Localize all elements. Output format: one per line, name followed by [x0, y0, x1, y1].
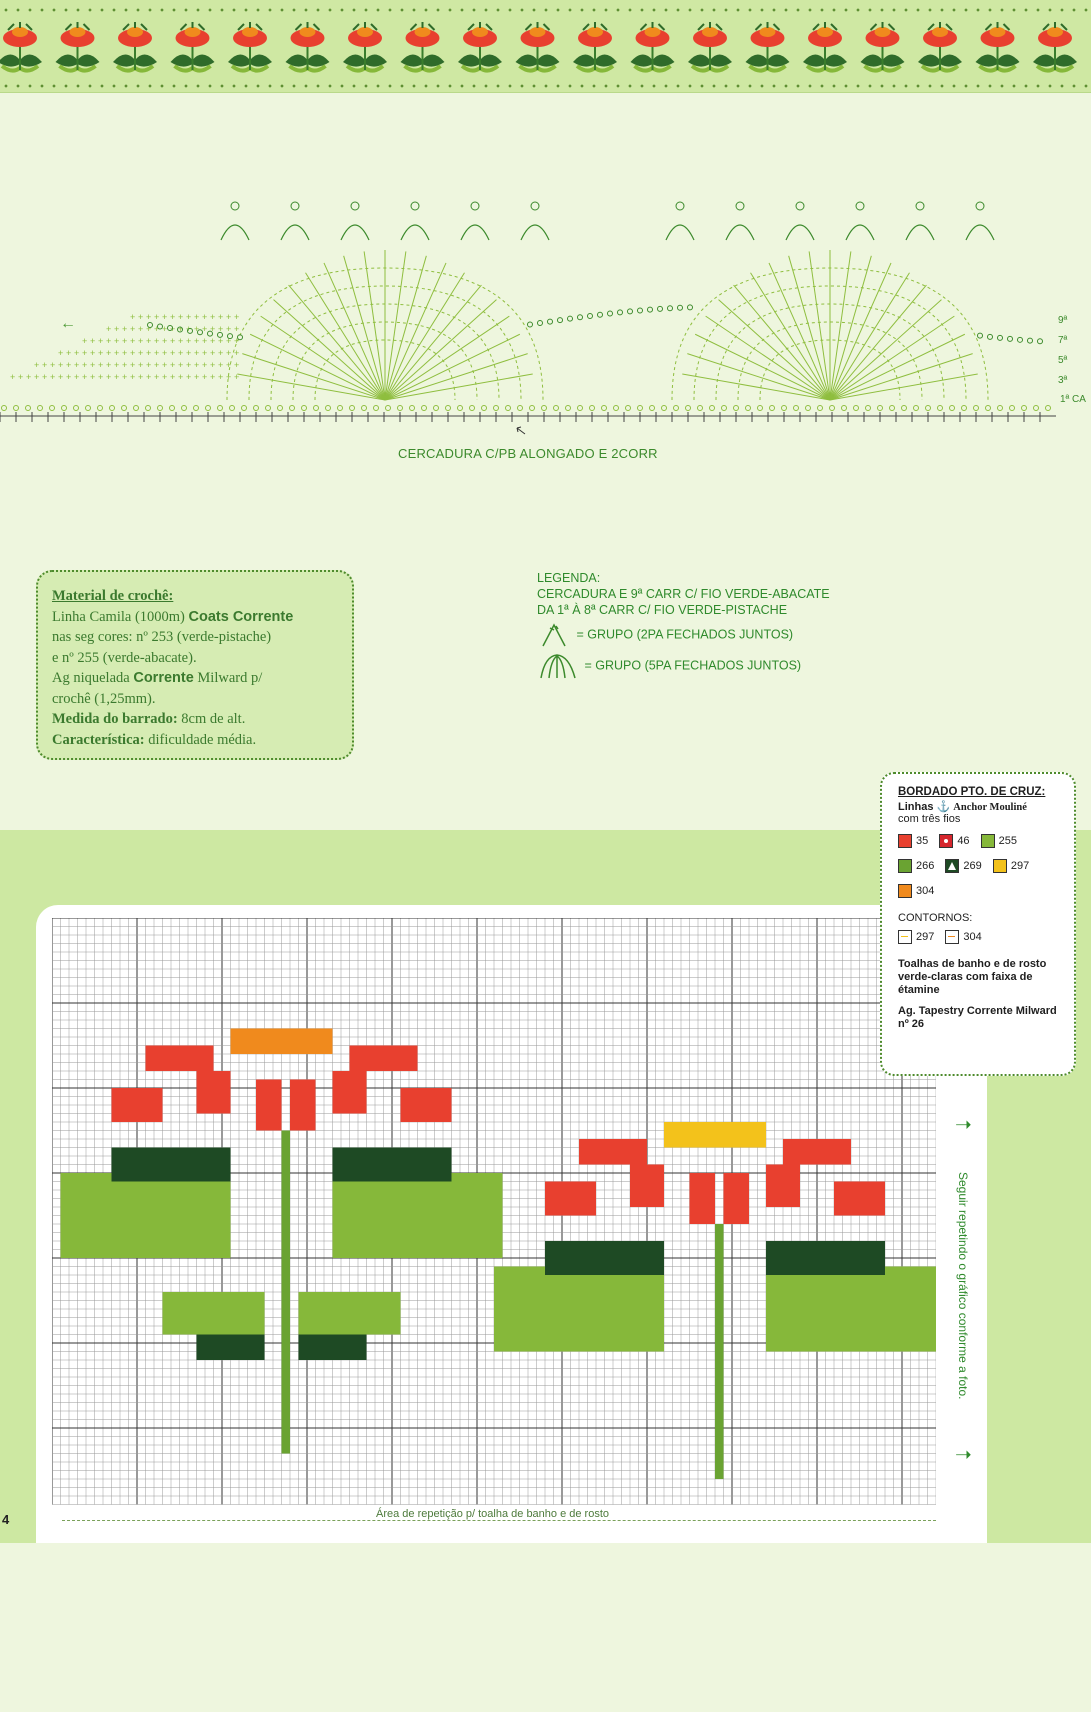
swatch-269: [945, 859, 959, 873]
border-flower: [516, 22, 560, 71]
leaf-edge: [766, 1241, 885, 1275]
svg-text:+: +: [202, 372, 208, 382]
contour-code-297: 297: [916, 930, 935, 943]
svg-text:+: +: [210, 372, 216, 382]
svg-text:+: +: [218, 360, 224, 370]
repeat-area-line: [62, 1520, 936, 1521]
svg-text:+: +: [226, 324, 232, 334]
stem: [715, 1224, 724, 1479]
svg-text:+: +: [154, 336, 160, 346]
contour-swatch-297: [898, 930, 912, 944]
svg-text:+: +: [170, 324, 176, 334]
flower-center: [664, 1122, 766, 1148]
border-flower: [861, 22, 905, 71]
contour-code-304: 304: [963, 930, 982, 943]
svg-text:+: +: [194, 360, 200, 370]
legend-line1: CERCADURA E 9ª CARR C/ FIO VERDE-ABACATE: [537, 587, 830, 601]
svg-text:+: +: [170, 336, 176, 346]
svg-text:+: +: [74, 360, 80, 370]
petal: [630, 1165, 664, 1208]
swatch-304: [898, 884, 912, 898]
svg-text:+: +: [106, 348, 112, 358]
svg-text:+: +: [210, 360, 216, 370]
svg-text:+: +: [194, 312, 200, 322]
svg-text:+: +: [186, 324, 192, 334]
svg-text:+: +: [218, 372, 224, 382]
svg-text:+: +: [18, 372, 24, 382]
svg-text:+: +: [50, 372, 56, 382]
svg-text:+: +: [114, 360, 120, 370]
leaf: [61, 1173, 231, 1258]
svg-text:+: +: [66, 372, 72, 382]
swatch-266: [898, 859, 912, 873]
svg-text:+: +: [226, 312, 232, 322]
petal: [783, 1139, 851, 1165]
svg-text:+: +: [82, 360, 88, 370]
legend-title: LEGENDA:: [537, 571, 601, 585]
svg-text:+: +: [162, 372, 168, 382]
svg-text:+: +: [186, 336, 192, 346]
svg-text:+: +: [146, 372, 152, 382]
svg-text:+: +: [90, 336, 96, 346]
svg-text:+: +: [122, 360, 128, 370]
svg-text:+: +: [114, 348, 120, 358]
svg-text:+: +: [106, 336, 112, 346]
svg-text:+: +: [98, 348, 104, 358]
fabric-note: Toalhas de banho e de rosto verde-claras com faixa de étamine: [898, 958, 1047, 996]
svg-text:+: +: [42, 372, 48, 382]
svg-text:+: +: [58, 372, 64, 382]
svg-text:+: +: [58, 348, 64, 358]
svg-text:+: +: [202, 348, 208, 358]
diagram-caption: CERCADURA C/PB ALONGADO E 2CORR: [398, 446, 658, 461]
petal: [724, 1173, 750, 1224]
threads-brand: Anchor Mouliné: [953, 802, 1027, 813]
border-flower: [343, 22, 387, 71]
svg-text:+: +: [178, 312, 184, 322]
svg-text:+: +: [42, 360, 48, 370]
two-dc-group-icon: [537, 622, 573, 648]
svg-text:+: +: [178, 360, 184, 370]
svg-text:+: +: [98, 336, 104, 346]
stem: [282, 1131, 291, 1454]
border-flower: [228, 22, 272, 71]
petal: [256, 1080, 282, 1131]
svg-text:+: +: [114, 372, 120, 382]
row-label-9: 9ª: [1058, 315, 1068, 326]
svg-text:+: +: [122, 336, 128, 346]
dot-row-top: [0, 8, 1091, 12]
legend: [537, 570, 897, 680]
svg-text:+: +: [58, 360, 64, 370]
svg-text:+: +: [186, 372, 192, 382]
crochet-diagram: [0, 150, 1091, 440]
border-flower: [56, 22, 100, 71]
petal: [112, 1088, 163, 1122]
svg-text:+: +: [98, 360, 104, 370]
svg-text:+: +: [146, 348, 152, 358]
border-flower: [746, 22, 790, 71]
code-35: 35: [916, 834, 929, 847]
svg-text:+: +: [34, 360, 40, 370]
crochet-scallop: [666, 202, 994, 400]
leaf-edge: [299, 1335, 367, 1361]
border-flower: [976, 22, 1020, 71]
petal: [333, 1071, 367, 1114]
leaf-edge: [197, 1335, 265, 1361]
border-flower: [458, 22, 502, 71]
svg-text:+: +: [90, 372, 96, 382]
anchor-icon: ⚓: [936, 801, 951, 813]
petal: [690, 1173, 716, 1224]
svg-text:+: +: [74, 372, 80, 382]
dot-row-bottom: [0, 84, 1091, 88]
svg-text:+: +: [154, 348, 160, 358]
material-line4b: Milward p/: [193, 670, 263, 686]
svg-text:+: +: [178, 348, 184, 358]
material-line3: e nº 255 (verde-abacate).: [52, 649, 197, 666]
svg-text:+: +: [138, 324, 144, 334]
leaf: [494, 1267, 664, 1352]
material-brand2: Corrente: [133, 670, 194, 686]
border-flower: [286, 22, 330, 71]
measure-value: 8cm de alt.: [177, 711, 246, 727]
svg-text:+: +: [194, 372, 200, 382]
svg-text:+: +: [146, 360, 152, 370]
svg-text:+: +: [90, 360, 96, 370]
petal: [197, 1071, 231, 1114]
border-flower: [401, 22, 445, 71]
svg-text:+: +: [122, 348, 128, 358]
svg-text:+: +: [154, 324, 160, 334]
row-label-3: 3ª: [1058, 375, 1068, 386]
svg-text:+: +: [10, 372, 16, 382]
code-269: 269: [963, 859, 982, 872]
code-297: 297: [1010, 859, 1030, 872]
svg-text:+: +: [170, 312, 176, 322]
flower-border-band: [0, 0, 1091, 93]
svg-text:+: +: [130, 336, 136, 346]
svg-text:+: +: [130, 312, 136, 322]
border-flower: [113, 22, 157, 71]
svg-text:+: +: [186, 312, 192, 322]
svg-text:+: +: [74, 348, 80, 358]
five-dc-group-icon: [537, 652, 581, 680]
contour-swatch-304: [945, 930, 959, 944]
svg-text:+: +: [26, 372, 32, 382]
svg-text:+: +: [226, 360, 232, 370]
petal: [545, 1182, 596, 1216]
svg-text:+: +: [226, 348, 232, 358]
side-note: Seguir repetindo o gráfico conforme a foto.: [956, 1172, 970, 1400]
petal: [146, 1046, 214, 1072]
border-flower: [918, 22, 962, 71]
svg-text:+: +: [186, 360, 192, 370]
petal: [401, 1088, 452, 1122]
svg-text:+: +: [234, 348, 240, 358]
svg-text:+: +: [82, 348, 88, 358]
svg-text:+: +: [50, 360, 56, 370]
repeat-area-note: Área de repetição p/ toalha de banho e de rosto: [370, 1508, 615, 1520]
svg-text:+: +: [202, 360, 208, 370]
repeat-arrow-bottom: ➝: [955, 1444, 972, 1466]
feature-label: Característica:: [52, 731, 145, 748]
svg-text:+: +: [178, 372, 184, 382]
svg-text:+: +: [114, 336, 120, 346]
leaf: [333, 1173, 503, 1258]
row-label-7: 7ª: [1058, 335, 1068, 346]
svg-text:+: +: [154, 360, 160, 370]
svg-text:+: +: [106, 360, 112, 370]
material-line5: crochê (1,25mm).: [52, 690, 156, 707]
svg-text:+: +: [234, 372, 240, 382]
border-flower: [1033, 22, 1077, 71]
measure-label: Medida do barrado:: [52, 711, 178, 727]
legend-group5: = GRUPO (5PA FECHADOS JUNTOS): [584, 658, 802, 673]
legend-line2: DA 1ª À 8ª CARR C/ FIO VERDE-PISTACHE: [537, 603, 788, 617]
svg-text:+: +: [210, 324, 216, 334]
page-number: 4: [2, 1512, 10, 1527]
svg-text:+: +: [218, 348, 224, 358]
svg-text:+: +: [194, 324, 200, 334]
leaf: [299, 1292, 401, 1335]
code-304: 304: [916, 884, 935, 897]
svg-text:+: +: [122, 324, 128, 334]
svg-text:+: +: [202, 312, 208, 322]
svg-text:+: +: [178, 336, 184, 346]
svg-text:+: +: [162, 336, 168, 346]
svg-text:+: +: [178, 324, 184, 334]
svg-text:+: +: [170, 372, 176, 382]
border-flower: [0, 22, 42, 71]
svg-text:+: +: [226, 372, 232, 382]
direction-arrow: ←: [60, 315, 76, 332]
code-266: 266: [916, 859, 935, 872]
svg-text:+: +: [138, 360, 144, 370]
svg-text:+: +: [146, 324, 152, 334]
contours-label: CONTORNOS:: [898, 912, 973, 924]
svg-text:+: +: [82, 336, 88, 346]
petal: [766, 1165, 800, 1208]
svg-text:+: +: [162, 360, 168, 370]
svg-text:+: +: [138, 312, 144, 322]
leaf-edge: [112, 1148, 231, 1182]
leaf-edge: [333, 1148, 452, 1182]
row-label-1: 1ª CA: [1060, 394, 1086, 405]
svg-text:+: +: [34, 372, 40, 382]
code-255: 255: [998, 834, 1017, 847]
threads-label: Linhas: [898, 801, 934, 813]
border-flower: [171, 22, 215, 71]
svg-text:+: +: [218, 336, 224, 346]
svg-text:+: +: [138, 372, 144, 382]
embroidery-key: [880, 772, 1076, 1076]
petal: [579, 1139, 647, 1165]
material-brand1: Coats Corrente: [188, 608, 294, 625]
svg-text:+: +: [114, 324, 120, 334]
svg-text:+: +: [106, 324, 112, 334]
svg-text:+: +: [202, 336, 208, 346]
svg-text:+: +: [138, 336, 144, 346]
flower-border-motifs: [0, 0, 1091, 92]
svg-text:+: +: [130, 360, 136, 370]
material-line4: Ag niquelada: [52, 670, 134, 686]
svg-text:+: +: [146, 336, 152, 346]
svg-text:+: +: [98, 372, 104, 382]
svg-text:+: +: [154, 372, 160, 382]
svg-text:+: +: [66, 348, 72, 358]
petal: [290, 1080, 316, 1131]
material-line2: nas seg cores: nº 253 (verde-pistache): [52, 629, 272, 645]
svg-text:+: +: [170, 360, 176, 370]
material-line1: Linha Camila (1000m): [52, 608, 189, 625]
petal: [350, 1046, 418, 1072]
svg-text:+: +: [234, 312, 240, 322]
material-heading: Material de crochê:: [52, 588, 174, 604]
swatch-46: [939, 834, 953, 848]
svg-text:+: +: [90, 348, 96, 358]
svg-text:+: +: [194, 336, 200, 346]
leaf: [163, 1292, 265, 1335]
code-46: 46: [957, 834, 970, 847]
svg-text:+: +: [202, 324, 208, 334]
svg-text:+: +: [82, 372, 88, 382]
svg-text:+: +: [122, 372, 128, 382]
svg-text:+: +: [154, 312, 160, 322]
svg-text:+: +: [106, 372, 112, 382]
leaf: [766, 1267, 936, 1352]
svg-text:+: +: [218, 312, 224, 322]
border-flower: [803, 22, 847, 71]
svg-text:+: +: [162, 312, 168, 322]
svg-text:+: +: [66, 360, 72, 370]
feature-value: dificuldade média.: [144, 731, 257, 748]
border-flower: [573, 22, 617, 71]
svg-text:+: +: [210, 312, 216, 322]
threads-note: com três fios: [898, 813, 961, 825]
svg-text:+: +: [218, 324, 224, 334]
flower-center: [231, 1029, 333, 1055]
svg-text:+: +: [234, 324, 240, 334]
swatch-35: [898, 834, 912, 848]
repeat-arrow-top: ➝: [955, 1114, 972, 1136]
cross-stitch-chart: [52, 918, 936, 1510]
leaf-edge: [545, 1241, 664, 1275]
swatch-297: [993, 859, 1007, 873]
svg-text:+: +: [138, 348, 144, 358]
legend-group2: = GRUPO (2PA FECHADOS JUNTOS): [576, 627, 794, 642]
border-flower: [688, 22, 732, 71]
svg-text:+: +: [234, 360, 240, 370]
svg-text:+: +: [234, 336, 240, 346]
petal: [834, 1182, 885, 1216]
row-label-5: 5ª: [1058, 355, 1068, 366]
svg-text:+: +: [162, 324, 168, 334]
needle-note: Ag. Tapestry Corrente Milward nº 26: [898, 1005, 1057, 1030]
svg-text:+: +: [170, 348, 176, 358]
svg-text:+: +: [186, 348, 192, 358]
crochet-scallop: [221, 202, 549, 400]
svg-text:+: +: [194, 348, 200, 358]
svg-text:+: +: [226, 336, 232, 346]
svg-text:+: +: [130, 348, 136, 358]
svg-text:+: +: [210, 336, 216, 346]
material-box: [36, 570, 354, 760]
swatch-255: [981, 834, 995, 848]
svg-text:+: +: [130, 372, 136, 382]
svg-text:+: +: [130, 324, 136, 334]
border-flower: [631, 22, 675, 71]
svg-text:+: +: [210, 348, 216, 358]
svg-text:+: +: [146, 312, 152, 322]
key-title: BORDADO PTO. DE CRUZ:: [898, 786, 1046, 798]
svg-text:+: +: [162, 348, 168, 358]
